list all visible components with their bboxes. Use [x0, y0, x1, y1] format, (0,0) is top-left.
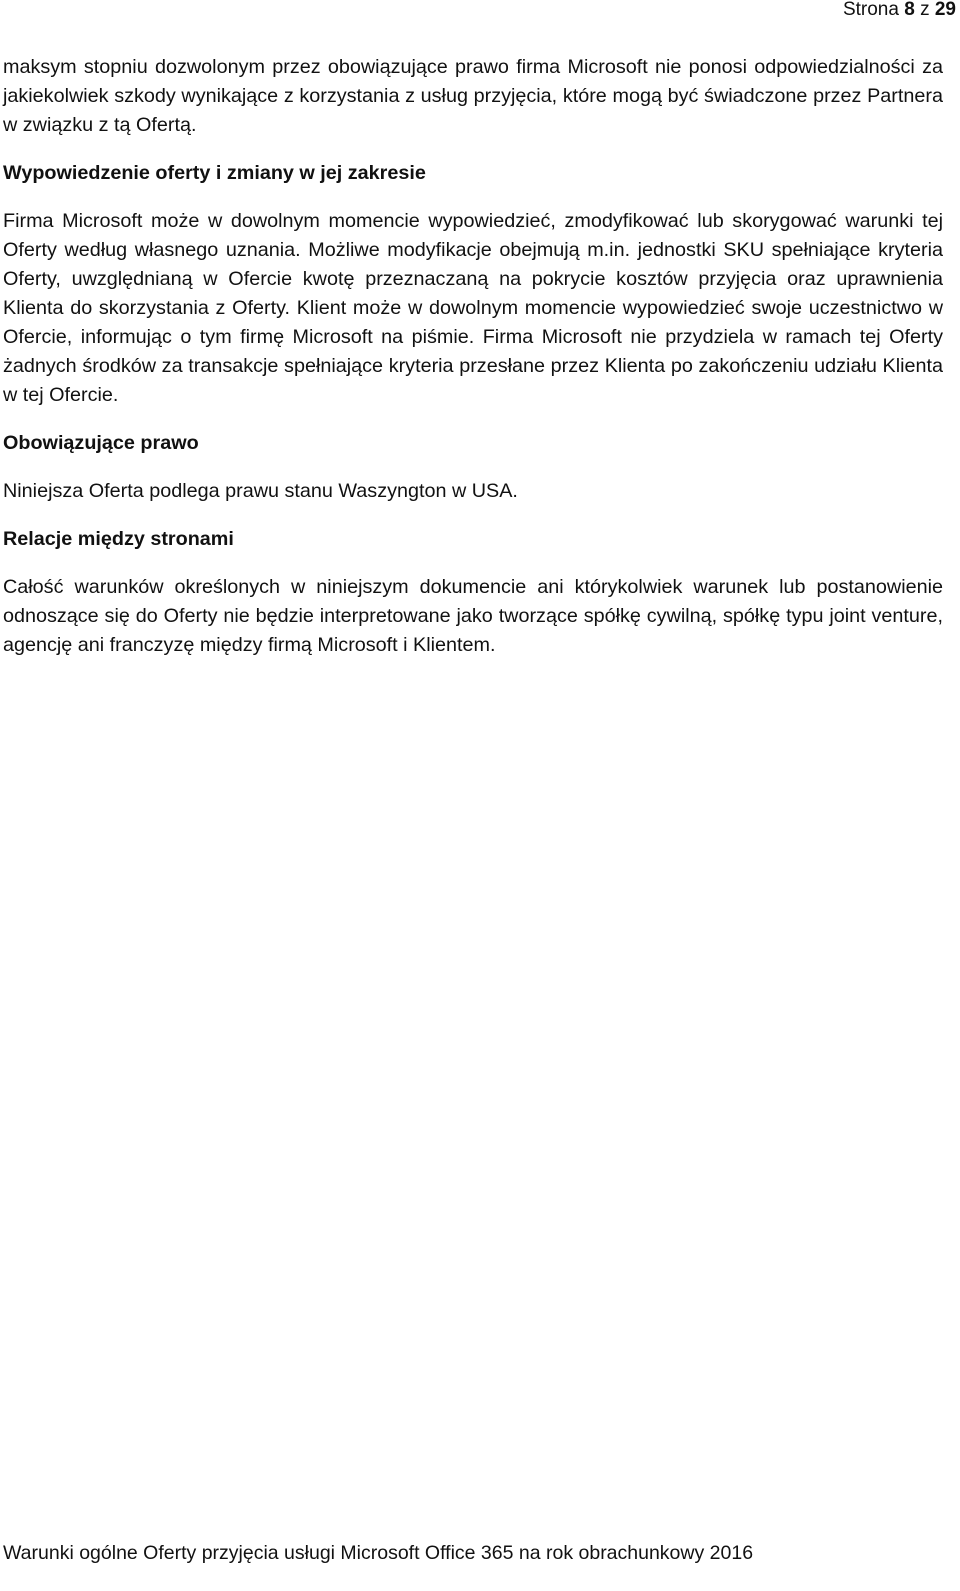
section-heading-termination: Wypowiedzenie oferty i zmiany w jej zakresie	[3, 162, 426, 184]
document-body	[3, 53, 943, 660]
page-separator: z	[920, 0, 930, 20]
page-label: Strona	[842, 0, 899, 20]
page-current: 8	[904, 0, 915, 20]
page-footer: Warunki ogólne Oferty przyjęcia usługi Microsoft Office 365 na rok obrachunkowy 2016	[3, 1542, 754, 1564]
section-heading-relationship: Relacje między stronami	[3, 528, 234, 550]
page-total: 29	[934, 0, 956, 20]
section-paragraph-relationship: Całość warunków określonych w niniejszym dokumencie ani którykolwiek warunek lub postanowienie odnoszące się do Oferty nie będzie interpretowane jako tworzące spółkę cywilną, spółkę typu joint venture, agencję ani franczyzę między firmą Microsoft i Klientem.	[3, 576, 943, 656]
section-paragraph-governing-law: Niniejsza Oferta podlega prawu stanu Waszyngton w USA.	[3, 480, 518, 502]
page-number-header	[843, 0, 956, 20]
intro-paragraph: maksym stopniu dozwolonym przez obowiązujące prawo firma Microsoft nie ponosi odpowiedzialności za jakiekolwiek szkody wynikające z korzystania z usług przyjęcia, które mogą być świadczone przez Partnera w związku z tą Ofertą.	[3, 56, 943, 136]
section-heading-governing-law: Obowiązujące prawo	[3, 432, 199, 454]
section-paragraph-termination: Firma Microsoft może w dowolnym momencie wypowiedzieć, zmodyfikować lub skorygować warunki tej Oferty według własnego uznania. Możliwe modyfikacje obejmują m.in. jednostki SKU spełniające kryteria Oferty, uwzględnianą w Ofercie kwotę przeznaczaną na pokrycie kosztów przyjęcia oraz uprawnienia Klienta do skorzystania z Oferty. Klient może w dowolnym momencie wypowiedzieć swoje uczestnictwo w Ofercie, informując o tym firmę Microsoft na piśmie. Firma Microsoft nie przydziela w ramach tej Oferty żadnych środków za transakcje spełniające kryteria przesłane przez Klienta po zakończeniu udziału Klienta w tej Ofercie.	[3, 210, 943, 406]
